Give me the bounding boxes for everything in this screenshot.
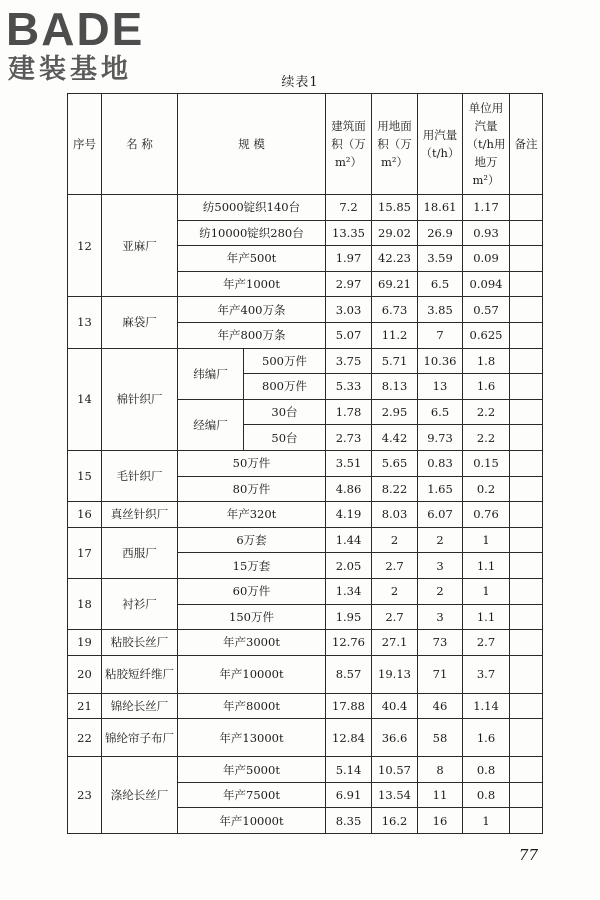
row-scale: 纺10000锭织280台: [178, 220, 326, 246]
row-note: [510, 450, 543, 476]
row-note: [510, 578, 543, 604]
table-caption: 续表1: [281, 75, 319, 90]
row-note: [510, 476, 543, 502]
header-area-build: 建筑面积（万m²）: [326, 94, 372, 195]
row-area-land: 2.95: [372, 399, 418, 425]
table-row: [68, 757, 543, 783]
row-steam: 3.85: [418, 297, 463, 323]
row-area-build: 7.2: [326, 195, 372, 221]
table-row: [68, 195, 543, 221]
row-area-build: 6.91: [326, 782, 372, 808]
row-area-build: 2.73: [326, 425, 372, 451]
row-area-land: 15.85: [372, 195, 418, 221]
row-note: [510, 297, 543, 323]
row-steam: 0.83: [418, 450, 463, 476]
row-area-build: 13.35: [326, 220, 372, 246]
row-name: 锦纶帘子布厂: [102, 719, 178, 757]
row-area-build: 8.35: [326, 808, 372, 834]
table-row: [68, 719, 543, 757]
row-area-land: 19.13: [372, 655, 418, 693]
row-area-land: 2: [372, 527, 418, 553]
row-scale: 年产400万条: [178, 297, 326, 323]
row-note: [510, 719, 543, 757]
row-name: 粘胶短纤维厂: [102, 655, 178, 693]
row-area-build: 1.34: [326, 578, 372, 604]
row-steam: 58: [418, 719, 463, 757]
row-area-land: 13.54: [372, 782, 418, 808]
row-note: [510, 655, 543, 693]
row-unit-steam: 1.14: [463, 693, 510, 719]
row-name: 毛针织厂: [102, 450, 178, 501]
row-unit-steam: 1.6: [463, 374, 510, 400]
row-area-build: 17.88: [326, 693, 372, 719]
row-area-land: 6.73: [372, 297, 418, 323]
row-area-land: 16.2: [372, 808, 418, 834]
row-area-build: 12.84: [326, 719, 372, 757]
row-area-land: 2.7: [372, 553, 418, 579]
row-area-build: 5.14: [326, 757, 372, 783]
row-scale: 年产13000t: [178, 719, 326, 757]
row-area-land: 36.6: [372, 719, 418, 757]
row-steam: 3: [418, 604, 463, 630]
row-note: [510, 246, 543, 272]
row-scale: 50台: [244, 425, 326, 451]
table-row: [68, 527, 543, 553]
row-unit-steam: 1.1: [463, 553, 510, 579]
row-scale: 年产3000t: [178, 630, 326, 656]
row-note: [510, 502, 543, 528]
row-steam: 18.61: [418, 195, 463, 221]
row-no: 13: [68, 297, 102, 348]
row-scale: 60万件: [178, 578, 326, 604]
row-area-build: 3.03: [326, 297, 372, 323]
row-note: [510, 782, 543, 808]
row-area-build: 4.19: [326, 502, 372, 528]
logo-brand-text: BADE: [6, 3, 145, 55]
row-area-build: 3.75: [326, 348, 372, 374]
row-unit-steam: 0.625: [463, 322, 510, 348]
row-unit-steam: 1.17: [463, 195, 510, 221]
steam-usage-table: [67, 93, 543, 834]
row-steam: 3: [418, 553, 463, 579]
table-row: [68, 297, 543, 323]
row-name: 锦纶长丝厂: [102, 693, 178, 719]
row-scale: 年产320t: [178, 502, 326, 528]
row-steam: 11: [418, 782, 463, 808]
logo-subtitle: 建装基地: [8, 54, 132, 85]
row-unit-steam: 0.76: [463, 502, 510, 528]
header-steam: 用汽量（t/h）: [418, 94, 463, 195]
row-note: [510, 271, 543, 297]
row-steam: 26.9: [418, 220, 463, 246]
row-area-land: 8.22: [372, 476, 418, 502]
row-no: 19: [68, 630, 102, 656]
row-unit-steam: 1: [463, 578, 510, 604]
row-sub-factory: 纬编厂: [178, 348, 244, 399]
row-steam: 73: [418, 630, 463, 656]
row-note: [510, 399, 543, 425]
header-no: 序号: [68, 94, 102, 195]
row-unit-steam: 0.8: [463, 757, 510, 783]
row-unit-steam: 0.15: [463, 450, 510, 476]
row-unit-steam: 0.09: [463, 246, 510, 272]
row-scale: 80万件: [178, 476, 326, 502]
row-area-land: 4.42: [372, 425, 418, 451]
row-steam: 1.65: [418, 476, 463, 502]
row-no: 16: [68, 502, 102, 528]
row-scale: 年产8000t: [178, 693, 326, 719]
row-no: 12: [68, 195, 102, 297]
row-steam: 16: [418, 808, 463, 834]
row-name: 棉针织厂: [102, 348, 178, 450]
row-scale: 年产5000t: [178, 757, 326, 783]
row-scale: 15万套: [178, 553, 326, 579]
row-name: 西服厂: [102, 527, 178, 578]
row-unit-steam: 2.7: [463, 630, 510, 656]
row-note: [510, 630, 543, 656]
row-note: [510, 553, 543, 579]
row-steam: 2: [418, 578, 463, 604]
row-steam: 6.5: [418, 271, 463, 297]
row-steam: 6.5: [418, 399, 463, 425]
row-scale: 30台: [244, 399, 326, 425]
row-area-land: 8.03: [372, 502, 418, 528]
row-scale: 800万件: [244, 374, 326, 400]
row-scale: 50万件: [178, 450, 326, 476]
row-steam: 9.73: [418, 425, 463, 451]
row-area-land: 10.57: [372, 757, 418, 783]
row-unit-steam: 1.6: [463, 719, 510, 757]
row-steam: 8: [418, 757, 463, 783]
row-unit-steam: 2.2: [463, 425, 510, 451]
row-no: 14: [68, 348, 102, 450]
row-area-build: 3.51: [326, 450, 372, 476]
row-unit-steam: 0.094: [463, 271, 510, 297]
row-area-build: 2.97: [326, 271, 372, 297]
row-scale: 500万件: [244, 348, 326, 374]
page-number: 77: [518, 846, 538, 864]
row-note: [510, 195, 543, 221]
row-note: [510, 374, 543, 400]
table-row: [68, 655, 543, 693]
row-steam: 6.07: [418, 502, 463, 528]
table-row: [68, 348, 543, 374]
row-scale: 6万套: [178, 527, 326, 553]
row-steam: 7: [418, 322, 463, 348]
row-steam: 2: [418, 527, 463, 553]
row-unit-steam: 3.7: [463, 655, 510, 693]
row-note: [510, 322, 543, 348]
row-unit-steam: 2.2: [463, 399, 510, 425]
row-scale: 年产10000t: [178, 808, 326, 834]
row-note: [510, 757, 543, 783]
row-name: 真丝针织厂: [102, 502, 178, 528]
row-unit-steam: 0.93: [463, 220, 510, 246]
row-area-land: 40.4: [372, 693, 418, 719]
row-scale: 150万件: [178, 604, 326, 630]
row-unit-steam: 1: [463, 527, 510, 553]
row-steam: 10.36: [418, 348, 463, 374]
table-row: [68, 450, 543, 476]
table-header-row: [68, 94, 543, 195]
row-steam: 13: [418, 374, 463, 400]
row-area-build: 8.57: [326, 655, 372, 693]
row-note: [510, 425, 543, 451]
row-unit-steam: 1.1: [463, 604, 510, 630]
row-scale: 年产7500t: [178, 782, 326, 808]
row-area-build: 1.97: [326, 246, 372, 272]
header-note: 备注: [510, 94, 543, 195]
header-name: 名 称: [102, 94, 178, 195]
row-note: [510, 604, 543, 630]
row-steam: 71: [418, 655, 463, 693]
row-note: [510, 808, 543, 834]
row-area-land: 2.7: [372, 604, 418, 630]
table-row: [68, 693, 543, 719]
row-unit-steam: 0.8: [463, 782, 510, 808]
row-area-land: 69.21: [372, 271, 418, 297]
row-unit-steam: 1: [463, 808, 510, 834]
row-area-land: 11.2: [372, 322, 418, 348]
row-no: 22: [68, 719, 102, 757]
row-scale: 年产500t: [178, 246, 326, 272]
table-row: [68, 630, 543, 656]
row-area-land: 5.71: [372, 348, 418, 374]
row-no: 18: [68, 578, 102, 629]
row-name: 衬衫厂: [102, 578, 178, 629]
row-area-build: 12.76: [326, 630, 372, 656]
row-name: 粘胶长丝厂: [102, 630, 178, 656]
row-area-land: 2: [372, 578, 418, 604]
row-area-build: 5.07: [326, 322, 372, 348]
row-area-land: 42.23: [372, 246, 418, 272]
row-scale: 年产1000t: [178, 271, 326, 297]
row-unit-steam: 0.57: [463, 297, 510, 323]
row-unit-steam: 0.2: [463, 476, 510, 502]
row-scale: 年产10000t: [178, 655, 326, 693]
row-area-build: 1.78: [326, 399, 372, 425]
row-note: [510, 527, 543, 553]
row-note: [510, 348, 543, 374]
row-no: 15: [68, 450, 102, 501]
table-row: [68, 502, 543, 528]
row-no: 17: [68, 527, 102, 578]
row-unit-steam: 1.8: [463, 348, 510, 374]
row-area-land: 29.02: [372, 220, 418, 246]
row-area-land: 5.65: [372, 450, 418, 476]
row-no: 23: [68, 757, 102, 834]
row-area-build: 1.95: [326, 604, 372, 630]
header-scale: 规 模: [178, 94, 326, 195]
row-area-build: 4.86: [326, 476, 372, 502]
row-note: [510, 220, 543, 246]
row-area-build: 2.05: [326, 553, 372, 579]
row-scale: 纺5000锭织140台: [178, 195, 326, 221]
table-row: [68, 578, 543, 604]
row-sub-factory: 经编厂: [178, 399, 244, 450]
row-name: 麻袋厂: [102, 297, 178, 348]
row-name: 亚麻厂: [102, 195, 178, 297]
header-area-land: 用地面积（万m²）: [372, 94, 418, 195]
row-area-land: 8.13: [372, 374, 418, 400]
row-steam: 3.59: [418, 246, 463, 272]
row-name: 涤纶长丝厂: [102, 757, 178, 834]
row-scale: 年产800万条: [178, 322, 326, 348]
row-area-build: 5.33: [326, 374, 372, 400]
header-unit-steam: 单位用汽量（t/h用地万m²）: [463, 94, 510, 195]
row-area-build: 1.44: [326, 527, 372, 553]
row-steam: 46: [418, 693, 463, 719]
row-area-land: 27.1: [372, 630, 418, 656]
row-note: [510, 693, 543, 719]
row-no: 21: [68, 693, 102, 719]
row-no: 20: [68, 655, 102, 693]
